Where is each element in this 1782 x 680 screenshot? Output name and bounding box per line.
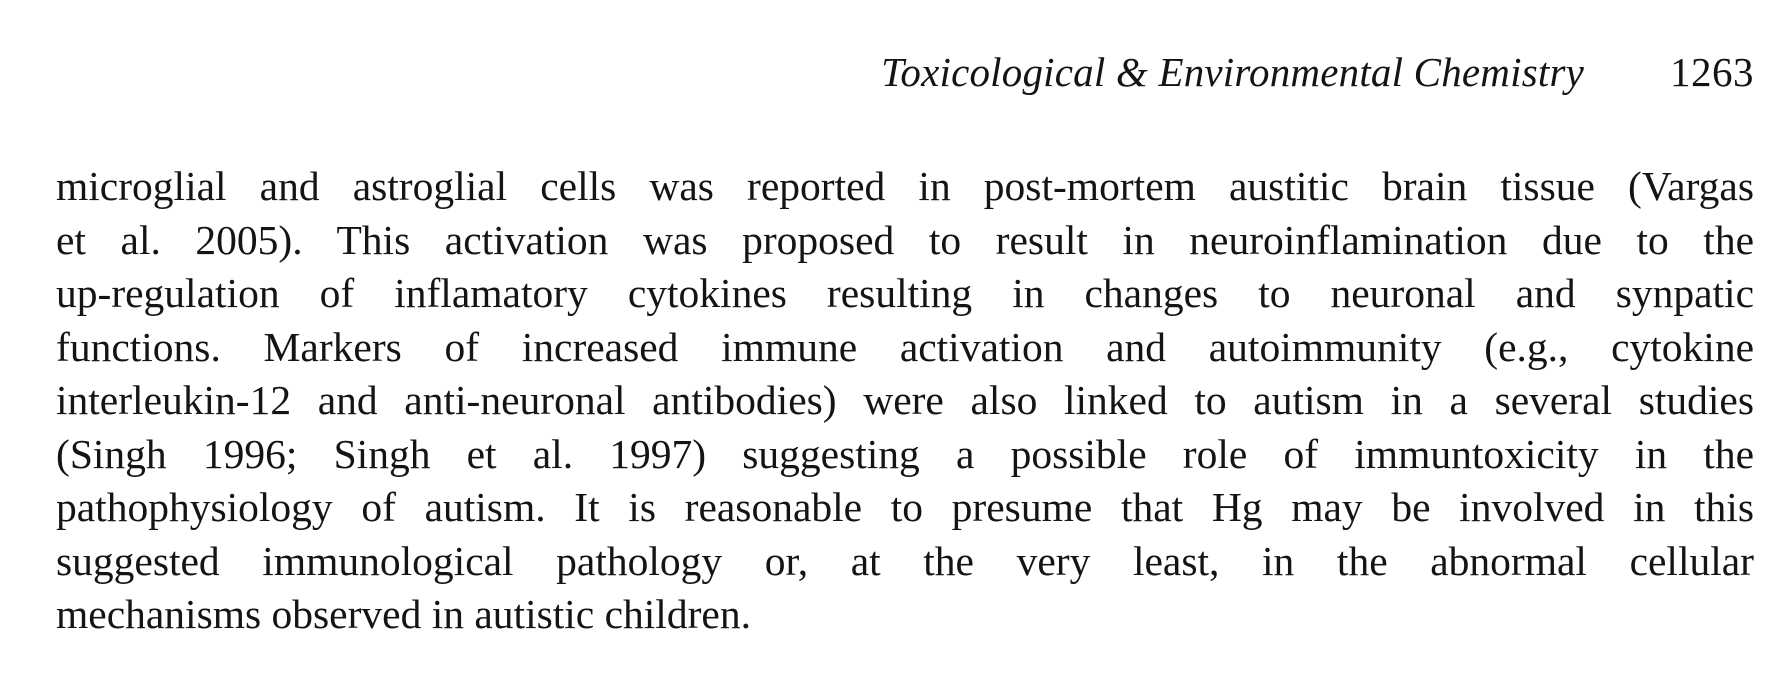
paragraph-line: suggested immunological pathology or, at the very least, in the abnormal cellular	[56, 537, 1754, 584]
paragraph-line: pathophysiology of autism. It is reasonable to presume that Hg may be involved in this	[56, 484, 1754, 530]
paragraph-line: up-regulation of inflamatory cytokines resulting in changes to neuronal and synpatic	[56, 270, 1754, 316]
paragraph-line: microglial and astroglial cells was reported in post-mortem austitic brain tissue (Vargas	[56, 163, 1754, 209]
body-paragraph	[56, 160, 1754, 642]
journal-title: Toxicological & Environmental Chemistry	[881, 49, 1584, 95]
paragraph-line: interleukin-12 and anti-neuronal antibodies) were also linked to autism in a several studies	[56, 377, 1754, 423]
paragraph-line: mechanisms observed in autistic children.	[56, 591, 751, 637]
page-number: 1263	[1670, 49, 1754, 95]
paragraph-line: et al. 2005). This activation was proposed to result in neuroinflamination due to the	[56, 216, 1754, 263]
paragraph-line: functions. Markers of increased immune activation and autoimmunity (e.g., cytokine	[56, 323, 1754, 370]
paragraph-line: (Singh 1996; Singh et al. 1997) suggesting a possible role of immuntoxicity in the	[56, 430, 1754, 477]
running-head	[881, 49, 1754, 95]
